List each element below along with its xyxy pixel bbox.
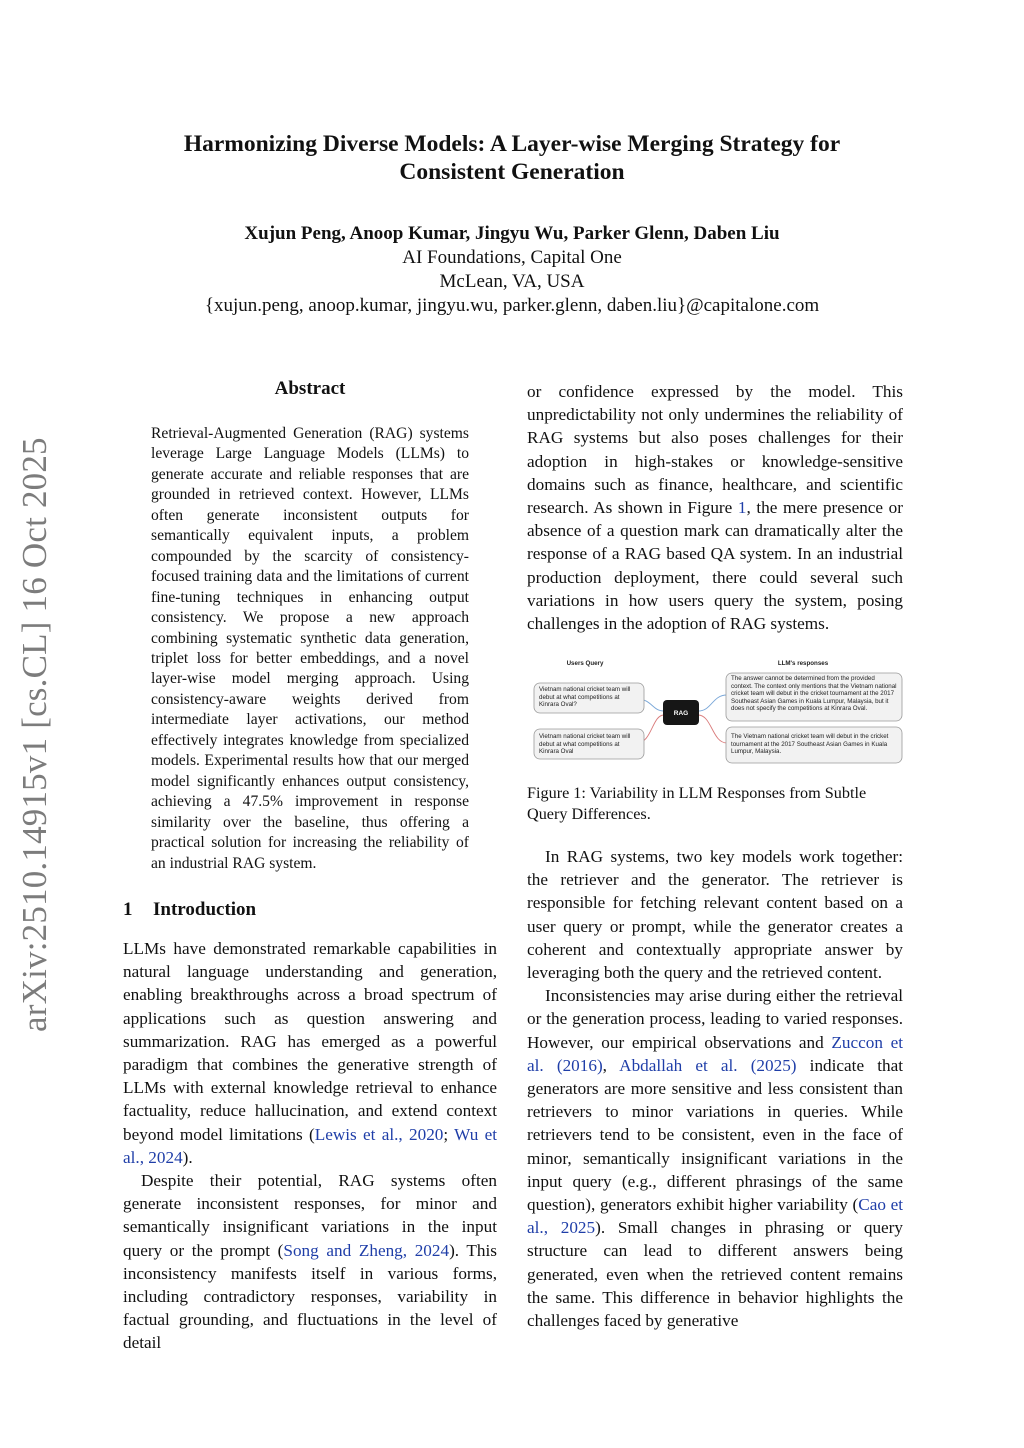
section-title: Introduction [153, 899, 257, 920]
title-line-1: Harmonizing Diverse Models: A Layer-wise Merging Strategy for [183, 131, 841, 157]
intro-paragraph-2: Despite their potential, RAG systems often generate inconsistent responses, for minor and semantically insignificant variations in the input query or the prompt (Song and Zheng, 2024). This inconsistency manifests itself in various forms, including contradictory responses, variability in factual grounding, and fluctuations in the level of detail [123, 1171, 497, 1353]
intro-right-column-bottom [527, 845, 903, 1332]
figure-1-diagram [527, 655, 903, 770]
figure-reference[interactable]: 1 [737, 498, 747, 518]
location: McLean, VA, USA [439, 271, 585, 292]
citation-wu-2024[interactable]: Wu et al., 2024 [123, 1124, 497, 1167]
intro-paragraph-5: Inconsistencies may arise during either the retrieval or the generation process, leading to varied responses. However, our empirical observations and Zuccon et al. (2016), Abdallah et al. (2025) indicate that generators are more sensitive and less consistent than retrievers to minor variations in queries. While retrievers tend to be consistent, even in the face of minor, semantically insignificant variations in the input query (e.g., different phrasings of the same question), generators exhibit higher variability (Cao et al., 2025). Small changes in phrasing or query structure can lead to different answers being generated, even when the retrieved content remains the same. This difference in behavior highlights the challenges faced by generative [527, 986, 903, 1331]
intro-right-column-top [527, 380, 903, 635]
paper-title [120, 130, 904, 186]
citation-cao-2025[interactable]: Cao et al., 2025 [527, 1195, 903, 1238]
query-text-2: Vietnam national cricket team will debut at what competitions at Kinrara Oval [539, 733, 631, 756]
citation-lewis-2020[interactable]: Lewis et al., 2020 [314, 1124, 444, 1144]
figure-header-llm-responses: LLM's responses [777, 660, 829, 667]
figure-header-users-query: Users Query [566, 660, 604, 667]
citation-song-zheng-2024[interactable]: Song and Zheng, 2024 [283, 1240, 450, 1260]
connector-response1 [698, 695, 727, 711]
intro-paragraph-3: or confidence expressed by the model. This unpredictability not only undermines the reliability of RAG systems but also poses challenges for their adoption in high-stakes or knowledge-sensitive domains such as finance, healthcare, and scientific research. As shown in Figure 1, the mere presence or absence of a question mark can dramatically alter the response of a RAG based QA system. In an industrial production deployment, there could several such variations in how users query the system, posing challenges in the adoption of RAG systems. [527, 382, 903, 634]
section-heading [123, 899, 256, 921]
figure-1-caption: Figure 1: Variability in LLM Responses from Subtle Query Differences. [527, 784, 867, 823]
intro-paragraph-4: In RAG systems, two key models work together: the retriever and the generator. The retriever is responsible for fetching relevant content based on a user query or prompt, while the generator creates a coherent and contextually appropriate answer by leveraging both the query and the retrieved content. [527, 847, 903, 983]
section-number: 1 [123, 899, 133, 920]
intro-left-column [123, 937, 497, 1355]
figure-1 [527, 655, 903, 770]
affiliation: AI Foundations, Capital One [402, 247, 622, 268]
abstract-heading: Abstract [274, 378, 346, 399]
citation-zuccon-2016[interactable]: Zuccon et al. (2016) [527, 1032, 903, 1075]
arxiv-identifier: arXiv:2510.14915v1 [cs.CL] 16 Oct 2025 [15, 437, 54, 1032]
title-line-2: Consistent Generation [399, 159, 625, 185]
response-text-2: The Vietnam national cricket team will debut in the cricket tournament at the 2017 Southeast Asian Games in Kuala Lumpur, Malaysia. [731, 733, 889, 756]
connector-response2 [698, 715, 727, 743]
author-emails: {xujun.peng, anoop.kumar, jingyu.wu, parker.glenn, daben.liu}@capitalone.com [204, 295, 820, 316]
citation-abdallah-2025[interactable]: Abdallah et al. (2025) [619, 1055, 797, 1075]
author-list: Xujun Peng, Anoop Kumar, Jingyu Wu, Parker Glenn, Daben Liu [244, 223, 780, 244]
response-text-1: The answer cannot be determined from the provided context. The context only mentions that the Vietnam national cricket team will debut in the cricket tournament at the 2017 Southeast Asian Games in Kuala Lumpur, Malaysia, but it does not specify the competitions at Kinrara Oval. [731, 675, 897, 713]
intro-paragraph-1: LLMs have demonstrated remarkable capabilities in natural language understanding and generation, enabling breakthroughs across a broad spectrum of applications such as question answering and summarization. RAG has emerged as a powerful paradigm that combines the generative strength of LLMs with external knowledge retrieval to enhance factuality, reduce hallucination, and extend context beyond model limitations (Lewis et al., 2020; Wu et al., 2024). [123, 939, 497, 1167]
abstract-text: Retrieval-Augmented Generation (RAG) systems leverage Large Language Models (LLMs) to generate accurate and reliable responses that are grounded in retrieved context. However, LLMs often generate inconsistent outputs for semantically equivalent inputs, a problem compounded by the scarcity of consistency-focused training data and the limitations of current fine-tuning techniques in enhancing output consistency. We propose a new approach combining systematic synthetic data generation, triplet loss for better embeddings, and a novel layer-wise model merging approach. Using consistency-aware weights derived from intermediate layer activations, our method effectively integrates knowledge from specialized models. Experimental results how that our merged model significantly enhances output consistency, achieving a 47.5% improvement in response similarity over the baseline, thus offering a practical solution for increasing the reliability of an industrial RAG system. [151, 425, 469, 872]
rag-node-label: RAG [673, 710, 689, 717]
query-text-1: Vietnam national cricket team will debut at what competitions at Kinrara Oval? [539, 686, 631, 709]
